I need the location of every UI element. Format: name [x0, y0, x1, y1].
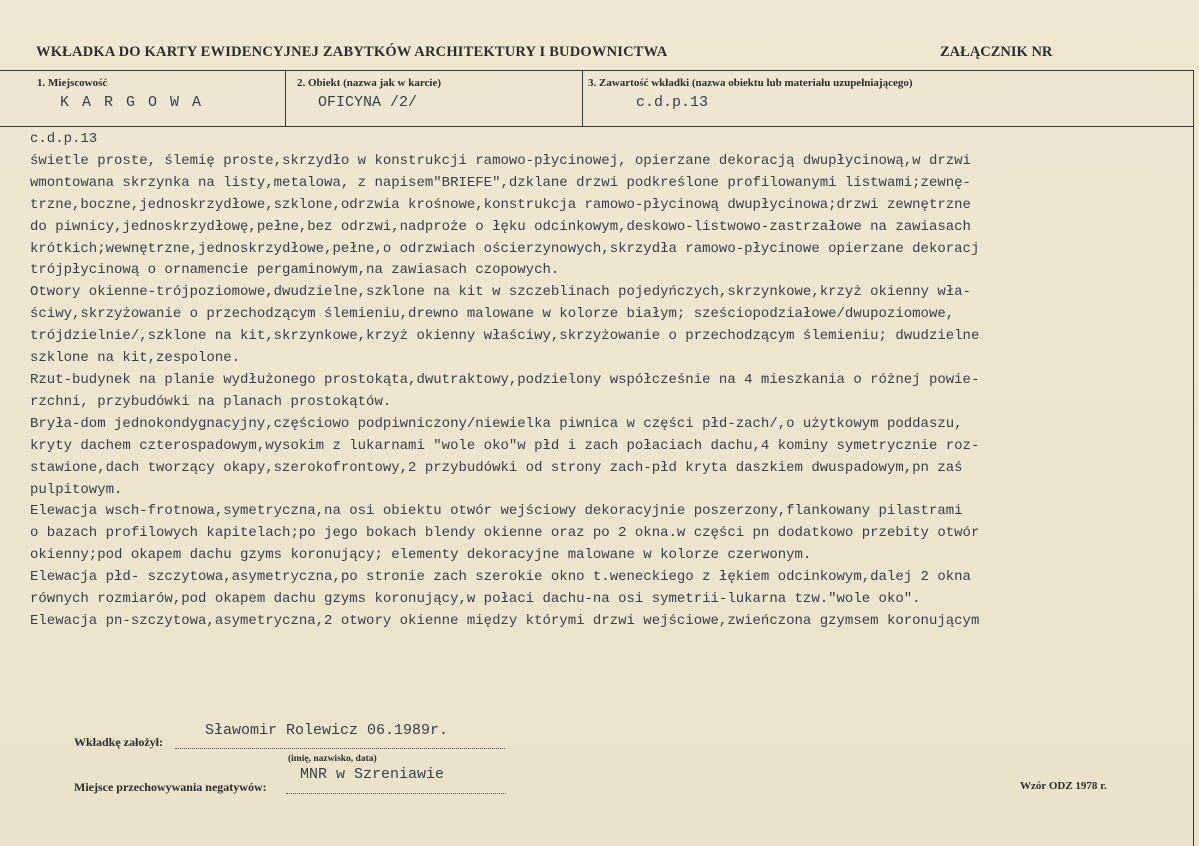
field-divider-1 — [285, 71, 286, 126]
right-border — [1193, 70, 1194, 846]
body-line: Bryła-dom jednokondygnacyjny,częściowo podpiwniczony/niewielka piwnica w części płd-zach/,o użytkowym poddaszu, — [30, 415, 963, 432]
body-line: Elewacja pn-szczytowa,asymetryczna,2 otwory okienne między którymi drzwi wejściowe,zwieńczona gzymsem koronującym — [30, 612, 980, 629]
body-line: okienny;pod okapem dachu gzyms koronujący; elementy dekoracyjne malowane w kolorze czerwonym. — [30, 547, 812, 564]
body-line: pulpitowym. — [30, 481, 123, 498]
description-body — [30, 129, 1190, 633]
body-line: o bazach profilowych kapitelach;po jego bokach blendy okienne oraz po 2 okna.w części pn dodatkowo przebity otwór — [30, 525, 980, 542]
contents-value: c.d.p.13 — [636, 94, 709, 111]
negatives-storage-label: Miejsce przechowywania negatywów: — [74, 780, 267, 794]
locality-value: K A R G O W A — [60, 94, 204, 111]
body-line: Otwory okienne-trójpoziomowe,dwudzielne,szklone na kit w szczeblinach pojedyńczych,skrzynkowe,krzyż okienny wła- — [30, 284, 971, 301]
body-line: Rzut-budynek na planie wydłużonego prostokąta,dwutraktowy,podzielony współcześnie na 4 mieszkania o różnej powie- — [30, 371, 980, 388]
body-line: równych rozmiarów,pod okapem dachu gzyms koronujący,w połaci dachu-na osi symetrii-lukarna tzw."wole oko". — [30, 591, 921, 608]
prepared-by-line — [175, 748, 505, 749]
negatives-storage-line — [286, 793, 506, 794]
top-rule — [0, 70, 1194, 71]
form-reference: Wzór ODZ 1978 r. — [1020, 780, 1107, 792]
prepared-by-value: Sławomir Rolewicz 06.1989r. — [205, 722, 449, 739]
body-line: trójpłycinową o ornamencie pergaminowym,na zawiasach czopowych. — [30, 262, 560, 279]
body-line: kryty dachem czterospadowym,wysokim z lukarnami "wole oko"w płd i zach połaciach dachu,4 kominy symetrycznie roz- — [30, 437, 980, 454]
form-title: WKŁADKA DO KARTY EWIDENCYJNEJ ZABYTKÓW ARCHITEKTURY I BUDOWNICTWA — [36, 44, 668, 60]
negatives-storage-value: MNR w Szreniawie — [300, 766, 445, 783]
body-line: szklone na kit,zespolone. — [30, 350, 241, 367]
fields-bottom-rule — [0, 126, 1194, 127]
body-line: Elewacja wsch-frotnowa,symetryczna,na osi obiektu otwór wejściowy dekoracyjnie poszerzony,flankowany pilastrami — [30, 503, 963, 520]
body-line: świetle proste, ślemię proste,skrzydło w konstrukcji ramowo-płycinowej, opierzane dekoracją dwupłycinową,w drzwi — [30, 152, 971, 169]
body-line: trzne,boczne,jednoskrzydłowe,szklone,odrzwia krośnowe,konstrukcja ramowo-płycinową dwupłycinowa;drzwi zewnętrzne — [30, 196, 971, 213]
field-divider-2 — [582, 71, 583, 126]
contents-label: 3. Zawartość wkładki (nazwa obiektu lub materiału uzupełniającego) — [588, 77, 913, 89]
body-line: trójdzielnie/,szklone na kit,skrzynkowe,krzyż okienny właściwy,skrzyżowanie o przechodzącym ślemieniu; dwudzielne — [30, 328, 980, 345]
body-line: Elewacja płd- szczytowa,asymetryczna,po stronie zach szerokie okno t.weneckiego z łękiem odcinkowym,dalej 2 okna — [30, 569, 971, 586]
body-line: stawione,dach tworzący okapy,szerokofrontowy,2 przybudówki od strony zach-płd kryta daszkiem dwuspadowym,pn zaś — [30, 459, 963, 476]
body-line: rzchni, przybudówki na planach prostokątów. — [30, 393, 392, 410]
body-line: krótkich;wewnętrzne,jednoskrzydłowe,pełne,o odrzwiach ościerzynowych,skrzydła ramowo-płycinowe opierzane dekoracj — [30, 240, 980, 257]
body-line: ściwy,skrzyżowanie o przechodzącym ślemieniu,drewno malowane w kolorze białym; sześciopodziałowe/dwupoziomowe, — [30, 306, 955, 323]
body-line: c.d.p.13 — [30, 131, 98, 147]
annex-number-label: ZAŁĄCZNIK NR — [940, 44, 1053, 60]
prepared-by-label: Wkładkę założył: — [74, 735, 163, 749]
locality-label: 1. Miejscowość — [37, 77, 108, 89]
object-value: OFICYNA /2/ — [318, 94, 418, 111]
body-line: do piwnicy,jednoskrzydłowę,pełne,bez odrzwi,nadproże o łęku odcinkowym,deskowo-listwowo-zastrzałowe na zawiasach — [30, 218, 971, 235]
prepared-by-caption: (imię, nazwisko, data) — [288, 754, 377, 764]
object-label: 2. Obiekt (nazwa jak w karcie) — [297, 77, 442, 89]
body-line: wmontowana skrzynka na listy,metalowa, z napisem"BRIEFE",dzklane drzwi podkreślone profilowanymi listwami;zewnę- — [30, 174, 971, 191]
